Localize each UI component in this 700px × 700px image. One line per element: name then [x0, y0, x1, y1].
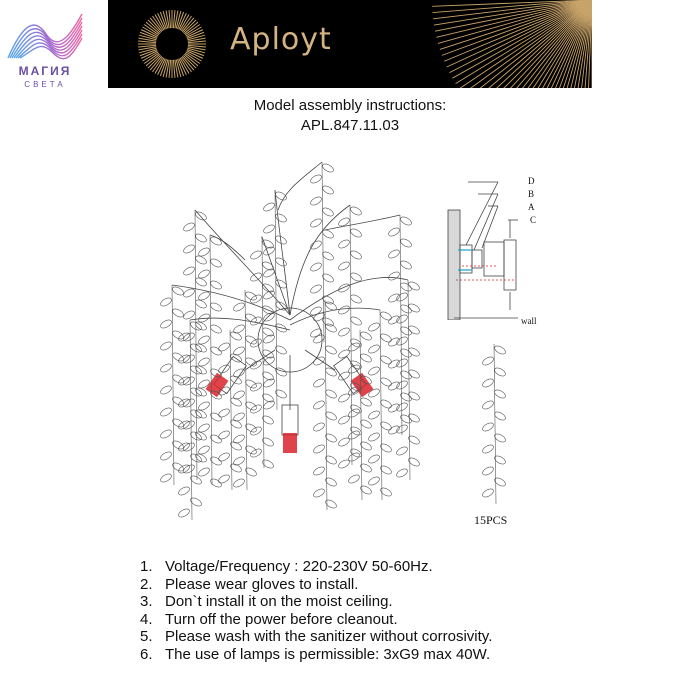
instruction-item: 4. Turn off the power before cleanout.	[140, 610, 398, 628]
bulb-left	[206, 373, 229, 397]
bulb-right	[351, 373, 374, 397]
logo-text-sub: СВЕТА	[24, 80, 66, 89]
side-view-drawing	[438, 170, 538, 320]
instruction-item: 6. The use of lamps is permissible: 3xG9 max 40W.	[140, 645, 491, 663]
bulb-center	[283, 433, 297, 453]
label-d: D	[528, 176, 535, 186]
label-wall: wall	[521, 316, 537, 326]
instruction-item: 5. Please wash with the sanitizer without corrosivity.	[140, 628, 493, 645]
instructions-list	[140, 558, 492, 663]
instruction-item: 2. Please wear gloves to install.	[140, 575, 359, 593]
instruction-item: 3. Don`t install it on the moist ceiling.	[140, 593, 393, 610]
wave-logo-icon	[4, 6, 86, 64]
fixture-drawing	[150, 150, 430, 530]
strand-count: 15PCS	[474, 513, 508, 527]
leaf-strand-drawing	[478, 340, 514, 510]
label-a: A	[528, 202, 535, 212]
brand-banner	[108, 0, 592, 88]
brand-logo	[0, 0, 90, 96]
wall-section	[448, 210, 460, 320]
logo-text-main: МАГИЯ	[18, 64, 72, 78]
sunburst-icon	[108, 0, 592, 88]
brand-name: Aployt	[230, 22, 332, 57]
model-number: APL.847.11.03	[300, 117, 400, 134]
page-title	[0, 96, 700, 136]
title-line-1: Model assembly instructions:	[253, 97, 447, 114]
label-c: C	[530, 215, 537, 225]
instruction-item: 1. Voltage/Frequency : 220-230V 50-60Hz.	[140, 558, 433, 575]
label-b: B	[528, 189, 535, 199]
